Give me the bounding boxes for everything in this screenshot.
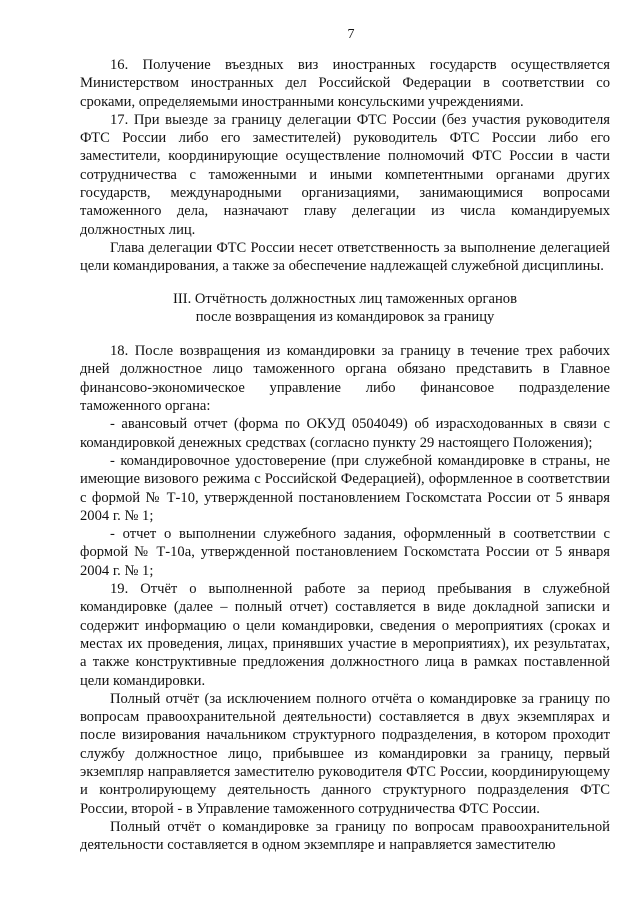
paragraph-19: 19. Отчёт о выполненной работе за период пребывания в служебной командировке (далее – полный отчет) составляется в виде докладной записки и содержит информацию о цели командировки, сведения о мероприятиях (сроках и местах их проведения, лицах, принявших участие в мероприятиях), их результатах, а также конструктивные предложения должностного лица в рамках поставленной цели командировки. — [80, 581, 610, 689]
document-body — [80, 56, 610, 854]
paragraph-law-enforcement-report: Полный отчёт о командировке за границу по вопросам правоохранительной деятельности составляется в одном экземпляре и направляется заместителю — [80, 818, 610, 854]
section-heading-line-1: III. Отчётность должностных лиц таможенных органов — [173, 290, 517, 307]
paragraph-delegation-head: Глава делегации ФТС России несет ответственность за выполнение делегацией цели командирования, а также за обеспечение надлежащей служебной дисциплины. — [80, 239, 610, 275]
section-heading-line-2: после возвращения из командировок за границу — [195, 308, 495, 325]
page-number: 7 — [347, 27, 355, 42]
paragraph-full-report: Полный отчёт (за исключением полного отчёта о командировке за границу по вопросам правоохранительной деятельности) составляется в двух экземплярах и после визирования начальником структурного подразделения, в котором проходит службу должностное лицо, прибывшее из командировки за границу, первый экземпляр направляется заместителю руководителя ФТС России, координирующему и контролирующему деятельность данного структурного подразделения ФТС России, второй - в Управление таможенного сотрудничества ФТС России. — [80, 690, 610, 817]
paragraph-17: 17. При выезде за границу делегации ФТС России (без участия руководителя ФТС России либо его заместителей) руководитель ФТС России либо его заместители, координирующие осуществление полномочий ФТС России в части сотрудничества с таможенными и иными компетентными органами других государств, международными организациями, занимающимися вопросами таможенного дела, назначают главу делегации из числа командируемых должностных лиц. — [80, 111, 610, 238]
paragraph-18: 18. После возвращения из командировки за границу в течение трех рабочих дней должностное лицо таможенного органа обязано представить в Главное финансово-экономическое управление либо финансовое подразделение таможенного органа: — [80, 343, 610, 415]
list-item-travel-certificate: - командировочное удостоверение (при служебной командировке в страны, не имеющие визового режима с Российской Федерацией), оформленное в соответствии с формой № Т-10, утвержденной постановлением Госкомстата России от 5 января 2004 г. № 1; — [80, 452, 610, 524]
list-item-advance-report: - авансовый отчет (форма по ОКУД 0504049) об израсходованных в связи с командировкой денежных средствах (согласно пункту 29 настоящего Положения); — [80, 416, 610, 451]
section-heading — [80, 290, 610, 327]
paragraph-16: 16. Получение въездных виз иностранных государств осуществляется Министерством иностранных дел Российской Федерации в соответствии со сроками, определяемыми иностранными консульскими учреждениями. — [80, 57, 610, 110]
list-item-assignment-report: - отчет о выполнении служебного задания, оформленный в соответствии с формой № Т-10а, утвержденной постановлением Госкомстата России от 5 января 2004 г. № 1; — [80, 526, 610, 579]
